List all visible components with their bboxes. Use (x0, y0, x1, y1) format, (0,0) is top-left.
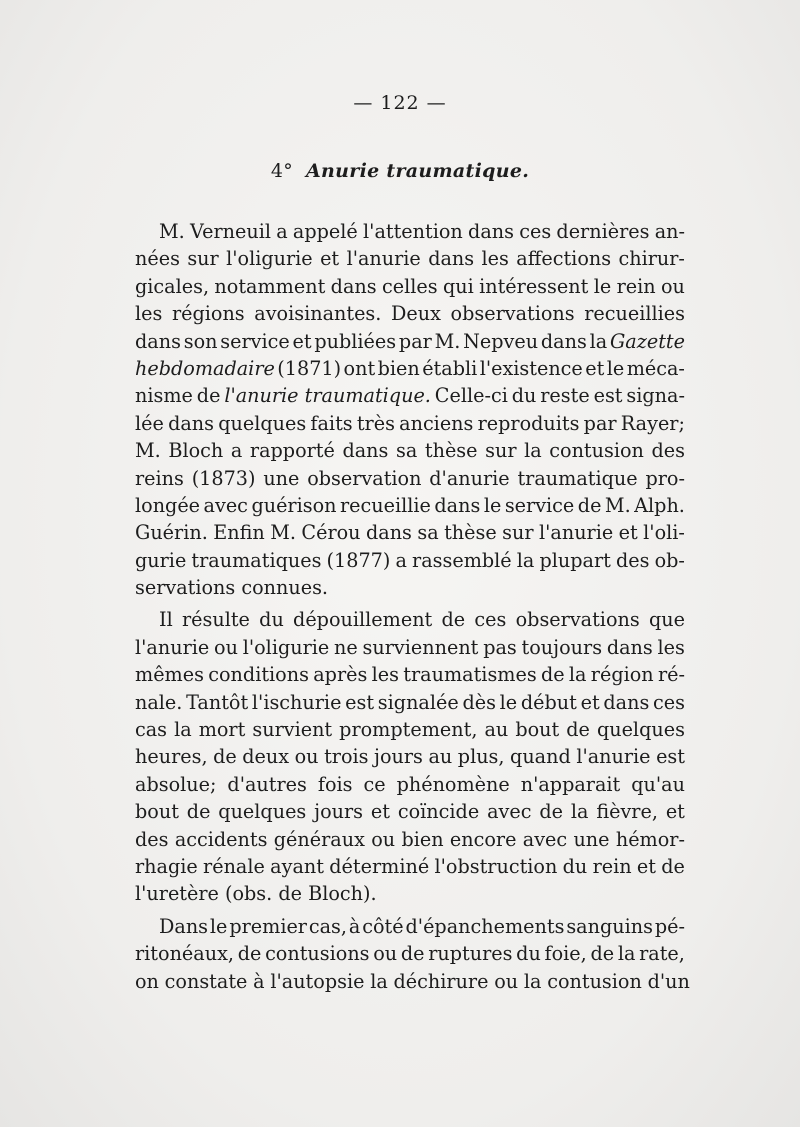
section-number: 4° (270, 160, 294, 182)
word: de (539, 800, 563, 824)
word: au (428, 745, 453, 769)
word: Il (159, 608, 173, 632)
word: que (648, 608, 685, 632)
word: appelé (292, 220, 358, 243)
word: fois (317, 772, 353, 796)
word: l'anurie traumatique. (224, 384, 431, 408)
word: a (230, 439, 243, 463)
word: par (398, 329, 432, 353)
word: ayant (270, 854, 324, 878)
word: service (220, 329, 290, 353)
text-line (135, 689, 685, 716)
word: fièvre, (596, 800, 658, 824)
word: ob- (654, 548, 685, 572)
word: bien (377, 356, 420, 380)
word: intéressent (479, 274, 589, 298)
word: est (345, 690, 375, 714)
word: quelques (218, 411, 307, 435)
word: quand (510, 745, 571, 769)
word: déterminé (329, 854, 430, 878)
text-line (135, 218, 685, 245)
word: dans (603, 690, 650, 714)
text-line (135, 519, 685, 546)
word: nisme (135, 384, 193, 408)
word: traumatique (517, 466, 638, 490)
text-line (135, 465, 685, 492)
word: régions (171, 302, 245, 326)
word: la (174, 718, 192, 742)
word: l'attention (363, 220, 463, 243)
word: qu'au (631, 772, 685, 796)
word: une (263, 466, 300, 490)
word: premier (229, 914, 307, 938)
word: phénomène (396, 772, 510, 796)
word: et (618, 521, 638, 545)
word: la (617, 942, 636, 966)
word: foie, (544, 942, 587, 966)
body-text (135, 218, 690, 1000)
text-line (135, 273, 685, 300)
text-line (135, 492, 685, 519)
word: (1873) (191, 466, 256, 490)
word: d'anurie (429, 466, 510, 490)
word: et (585, 356, 605, 380)
word: plus, (457, 745, 505, 769)
word: l'obstruction (434, 854, 558, 878)
word: de (196, 384, 221, 408)
word: déchirure (393, 969, 489, 993)
word: reins (135, 466, 184, 490)
word: l'oligurie (226, 247, 313, 271)
word: dans (468, 220, 514, 243)
word: avoisinantes. (254, 302, 382, 326)
word: pro- (645, 466, 685, 490)
word: dans (135, 329, 181, 353)
word: sur (485, 439, 517, 463)
word: est (656, 745, 685, 769)
word: dans (342, 439, 389, 463)
word: dans (428, 247, 475, 271)
word: quelques (218, 800, 307, 824)
word: bien (401, 827, 444, 851)
word: contusions (265, 942, 370, 966)
word: une (573, 827, 610, 851)
word: plupart (539, 548, 611, 572)
word: rassemblé (412, 548, 512, 572)
word: pé- (654, 914, 685, 938)
word: l'ischurie (251, 690, 342, 714)
text-line (135, 328, 685, 355)
text-line (135, 437, 685, 464)
word: nale. (135, 690, 183, 714)
word: de (577, 493, 602, 517)
word: lée (135, 411, 164, 435)
word: quelques (596, 718, 685, 742)
word: à (348, 914, 361, 938)
word: observation (307, 466, 422, 490)
word: sanguins (566, 914, 653, 938)
word: l'oli- (643, 521, 685, 545)
word: du (511, 384, 537, 408)
word: faits (310, 411, 353, 435)
word: bout (135, 800, 179, 824)
word: ruptures (428, 942, 513, 966)
section-heading (0, 160, 800, 182)
text-line (135, 880, 685, 907)
word: et (665, 800, 685, 824)
word: les (135, 302, 163, 326)
word: celles (381, 274, 438, 298)
word: M. (270, 521, 296, 545)
word: de (566, 718, 590, 742)
word: Enfin (213, 521, 265, 545)
word: les (481, 247, 509, 271)
word: du (516, 942, 541, 966)
word: rapporté (249, 439, 335, 463)
text-line (135, 574, 685, 601)
word: publiées (314, 329, 397, 353)
word: jours (374, 745, 423, 769)
word: est (593, 384, 623, 408)
word: promptement, (339, 718, 478, 742)
text-line (135, 716, 685, 743)
text-line (135, 798, 685, 825)
word: contusion (547, 969, 642, 993)
word: de (213, 745, 237, 769)
word: absolue; (135, 772, 217, 796)
word: servations connues. (135, 576, 329, 600)
word: sur (502, 521, 534, 545)
section-title-text: Anurie traumatique. (306, 160, 530, 182)
word: signa- (626, 384, 685, 408)
word: ou (494, 969, 519, 993)
word: Alph. (634, 493, 685, 517)
text-line (135, 743, 685, 770)
word: son (183, 329, 218, 353)
word: ou (214, 635, 238, 659)
word: de (237, 942, 262, 966)
word: d'autres (227, 772, 307, 796)
word: Cérou (301, 521, 361, 545)
text-line (135, 853, 685, 880)
word: ces (653, 690, 685, 714)
word: Gazette (609, 329, 685, 353)
word: ou (373, 942, 398, 966)
word: ou (660, 274, 685, 298)
word: affections (516, 247, 612, 271)
word: l'existence (479, 356, 583, 380)
word: avec (522, 827, 568, 851)
word: la (570, 800, 589, 824)
word: rein (616, 274, 656, 298)
word: Rayer; (620, 411, 685, 435)
text-line (135, 913, 685, 940)
word: cas (135, 718, 168, 742)
word: rénale (203, 854, 265, 878)
word: nées (135, 247, 180, 271)
text-line (135, 661, 685, 688)
text-line (135, 245, 685, 272)
word: de (400, 942, 425, 966)
word: méca- (626, 356, 685, 380)
word: mort (198, 718, 246, 742)
word: chirur- (618, 247, 685, 271)
text-line (135, 355, 685, 382)
word: le (483, 493, 502, 517)
word: notamment (214, 274, 326, 298)
word: le (499, 690, 518, 714)
word: M. (434, 329, 461, 353)
text-line (135, 606, 685, 633)
word: de (540, 663, 565, 687)
word: Dans (159, 914, 209, 938)
word: d'un (647, 969, 690, 993)
word: cas, (308, 914, 348, 938)
word: Nepveu (463, 329, 539, 353)
word: dernières (556, 220, 650, 243)
paragraph (135, 913, 690, 995)
word: le (606, 356, 625, 380)
word: l'oligurie (242, 635, 330, 659)
word: contusion (549, 439, 644, 463)
word: côté (362, 914, 404, 938)
word: la (370, 969, 388, 993)
word: dès (462, 690, 496, 714)
word: et (636, 854, 656, 878)
text-line (135, 410, 685, 437)
word: pas (483, 635, 517, 659)
word: Deux (391, 302, 441, 326)
word: M. (604, 493, 631, 517)
word: les (657, 635, 685, 659)
word: trois (324, 745, 369, 769)
word: début (520, 690, 577, 714)
word: et (292, 329, 312, 353)
text-line (135, 940, 685, 967)
text-line (135, 300, 685, 327)
word: région (590, 663, 654, 687)
word: traumatismes (403, 663, 537, 687)
text-line (135, 968, 690, 995)
word: traumatiques (191, 548, 322, 572)
word: des (135, 827, 169, 851)
word: au (484, 718, 509, 742)
word: l'anurie (346, 247, 421, 271)
word: encore (449, 827, 517, 851)
word: la (516, 548, 535, 572)
word: jours (314, 800, 364, 824)
text-line (135, 826, 685, 853)
text-line (135, 634, 685, 661)
word: on (135, 969, 159, 993)
word: l'autopsie (270, 969, 365, 993)
word: l'anurie (576, 745, 651, 769)
word: ce (363, 772, 386, 796)
word: n'apparait (520, 772, 621, 796)
word: rate, (639, 942, 685, 966)
word: très (356, 411, 395, 435)
word: ont (343, 356, 376, 380)
word: survient (252, 718, 333, 742)
word: et (580, 690, 600, 714)
word: l'uretère (obs. de Bloch). (135, 882, 377, 906)
word: thèse (444, 521, 497, 545)
word: recueillie (340, 493, 431, 517)
word: établi (422, 356, 478, 380)
text-line (135, 547, 685, 574)
word: sa (417, 521, 439, 545)
word: la (589, 329, 608, 353)
word: la (523, 969, 542, 993)
word: surviennent (362, 635, 479, 659)
word: constate (164, 969, 248, 993)
word: généraux (273, 827, 365, 851)
word: thèse (424, 439, 478, 463)
word: signalée (377, 690, 459, 714)
word: dans (606, 635, 653, 659)
word: service (504, 493, 575, 517)
word: coïncide (397, 800, 480, 824)
word: de (590, 942, 615, 966)
word: sur (187, 247, 219, 271)
word: reproduits (477, 411, 580, 435)
word: dans (168, 411, 214, 435)
word: à (253, 969, 265, 993)
word: le (209, 914, 228, 938)
word: observations (515, 608, 640, 632)
word: gurie (135, 548, 187, 572)
word: Verneuil (190, 220, 271, 243)
word: le (593, 274, 612, 298)
word: guérison (251, 493, 337, 517)
word: heures, (135, 745, 208, 769)
word: et (370, 800, 390, 824)
text-line (135, 771, 685, 798)
word: an- (654, 220, 685, 243)
word: a (276, 220, 288, 243)
word: longée (135, 493, 201, 517)
word: ces (474, 608, 507, 632)
word: conditions (208, 663, 309, 687)
word: ou (294, 745, 319, 769)
word: avec (487, 800, 532, 824)
word: toujours (521, 635, 603, 659)
text-line (135, 382, 685, 409)
word: (1877) (326, 548, 391, 572)
word: ou (371, 827, 396, 851)
word: la (568, 663, 587, 687)
word: du (562, 854, 588, 878)
word: Bloch (168, 439, 224, 463)
word: accidents (174, 827, 268, 851)
word: ritonéaux, (135, 942, 235, 966)
paragraph (135, 218, 685, 601)
word: de (441, 608, 466, 632)
word: avec (203, 493, 248, 517)
word: a (395, 548, 407, 572)
word: Tantôt (186, 690, 249, 714)
word: dépouillement (293, 608, 433, 632)
word: l'anurie (135, 635, 210, 659)
word: des (615, 548, 650, 572)
word: les (371, 663, 399, 687)
word: ne (334, 635, 358, 659)
word: après (313, 663, 368, 687)
word: et (320, 247, 340, 271)
word: d'épanchements (405, 914, 565, 938)
word: rhagie (135, 854, 198, 878)
word: de (661, 854, 685, 878)
word: ces (519, 220, 552, 243)
word: M. (159, 220, 185, 243)
word: résulte (181, 608, 250, 632)
word: dans (540, 329, 587, 353)
word: des (651, 439, 685, 463)
word: gicales, (135, 274, 210, 298)
word: du (259, 608, 284, 632)
word: deux (242, 745, 290, 769)
word: M. (135, 439, 161, 463)
paragraph (135, 606, 685, 907)
word: recueillies (584, 302, 685, 326)
word: l'anurie (538, 521, 614, 545)
word: sa (395, 439, 418, 463)
word: bout (515, 718, 560, 742)
word: reste (540, 384, 590, 408)
word: hémor- (615, 827, 685, 851)
word: par (583, 411, 617, 435)
word: Celle-ci (434, 384, 508, 408)
word: la (524, 439, 542, 463)
word: dans (365, 521, 412, 545)
word: observations (450, 302, 575, 326)
word: dans (434, 493, 481, 517)
word: de (186, 800, 211, 824)
word: ré- (657, 663, 685, 687)
page-number: — 122 — (353, 92, 447, 114)
word: mêmes (135, 663, 204, 687)
word: hebdomadaire (135, 356, 275, 380)
word: (1871) (277, 356, 342, 380)
word: Guérin. (135, 521, 208, 545)
word: qui (442, 274, 474, 298)
word: rein (592, 854, 632, 878)
word: dans (330, 274, 377, 298)
word: anciens (399, 411, 474, 435)
